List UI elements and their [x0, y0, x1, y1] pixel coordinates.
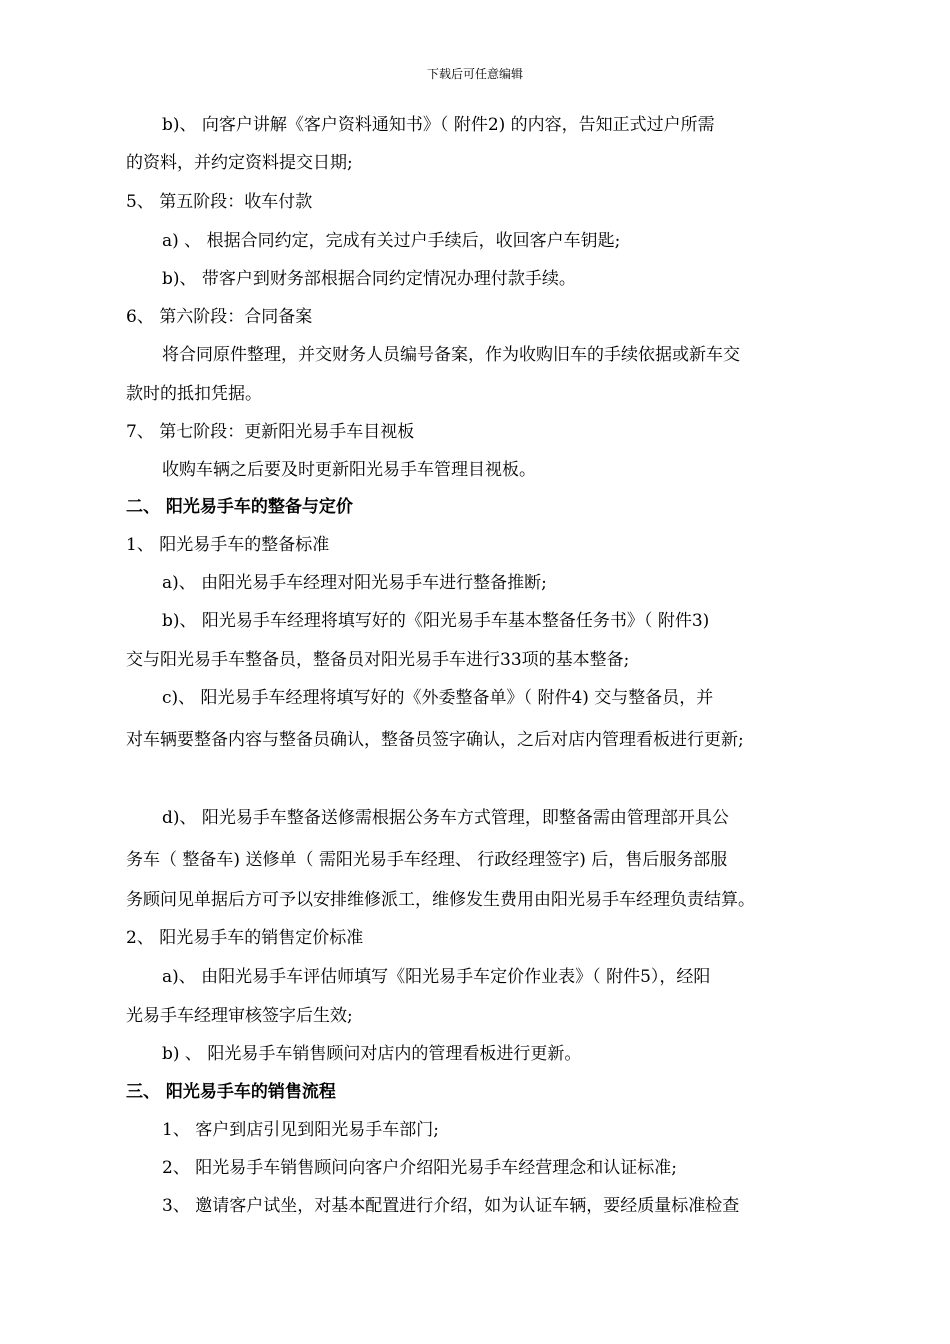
list-item: 1、 客户到店引见到阳光易手车部门;: [162, 1120, 439, 1140]
text-line: a)、 由阳光易手车评估师填写《阳光易手车定价作业表》（ 附件5），经阳: [162, 967, 711, 987]
text-line: 款时的抵扣凭据。: [126, 384, 262, 404]
text-line: a) 、 根据合同约定，完成有关过户手续后，收回客户车钥匙;: [162, 231, 621, 251]
text-line: b)、 向客户讲解《客户资料通知书》（ 附件2) 的内容，告知正式过户所需: [162, 115, 715, 135]
text-line: 的资料，并约定资料提交日期;: [126, 153, 353, 173]
section-item: 2、 阳光易手车的销售定价标准: [126, 928, 364, 948]
text-line: c)、 阳光易手车经理将填写好的《外委整备单》（ 附件4) 交与整备员，并: [162, 688, 714, 708]
text-line: 对车辆要整备内容与整备员确认，整备员签字确认，之后对店内管理看板进行更新;: [126, 730, 744, 750]
section-item: 6、 第六阶段：合同备案: [126, 307, 313, 327]
text-line: 务顾问见单据后方可予以安排维修派工，维修发生费用由阳光易手车经理负责结算。: [126, 890, 755, 910]
text-line: 收购车辆之后要及时更新阳光易手车管理目视板。: [162, 460, 536, 480]
text-line: b)、 阳光易手车经理将填写好的《阳光易手车基本整备任务书》（ 附件3): [162, 611, 710, 631]
text-line: 交与阳光易手车整备员，整备员对阳光易手车进行33项的基本整备;: [126, 650, 630, 670]
text-line: 将合同原件整理，并交财务人员编号备案，作为收购旧车的手续依据或新车交: [162, 345, 740, 365]
list-item: 3、 邀请客户试坐，对基本配置进行介绍，如为认证车辆，要经质量标准检查: [162, 1196, 740, 1216]
text-line: b) 、 阳光易手车销售顾问对店内的管理看板进行更新。: [162, 1044, 582, 1064]
section-item: 1、 阳光易手车的整备标准: [126, 535, 330, 555]
page-header: 下载后可任意编辑: [426, 67, 523, 81]
section-heading: 二、 阳光易手车的整备与定价: [126, 497, 353, 517]
section-item: 5、 第五阶段：收车付款: [126, 192, 313, 212]
text-line: 光易手车经理审核签字后生效;: [126, 1006, 353, 1026]
section-heading: 三、 阳光易手车的销售流程: [126, 1082, 336, 1102]
list-item: 2、 阳光易手车销售顾问向客户介绍阳光易手车经营理念和认证标准;: [162, 1158, 677, 1178]
text-line: d)、 阳光易手车整备送修需根据公务车方式管理，即整备需由管理部开具公: [162, 808, 729, 828]
text-line: b)、 带客户到财务部根据合同约定情况办理付款手续。: [162, 269, 576, 289]
text-line: a)、 由阳光易手车经理对阳光易手车进行整备推断;: [162, 573, 547, 593]
section-item: 7、 第七阶段：更新阳光易手车目视板: [126, 422, 415, 442]
text-line: 务车（ 整备车) 送修单（ 需阳光易手车经理、 行政经理签字) 后，售后服务部服: [126, 850, 728, 870]
